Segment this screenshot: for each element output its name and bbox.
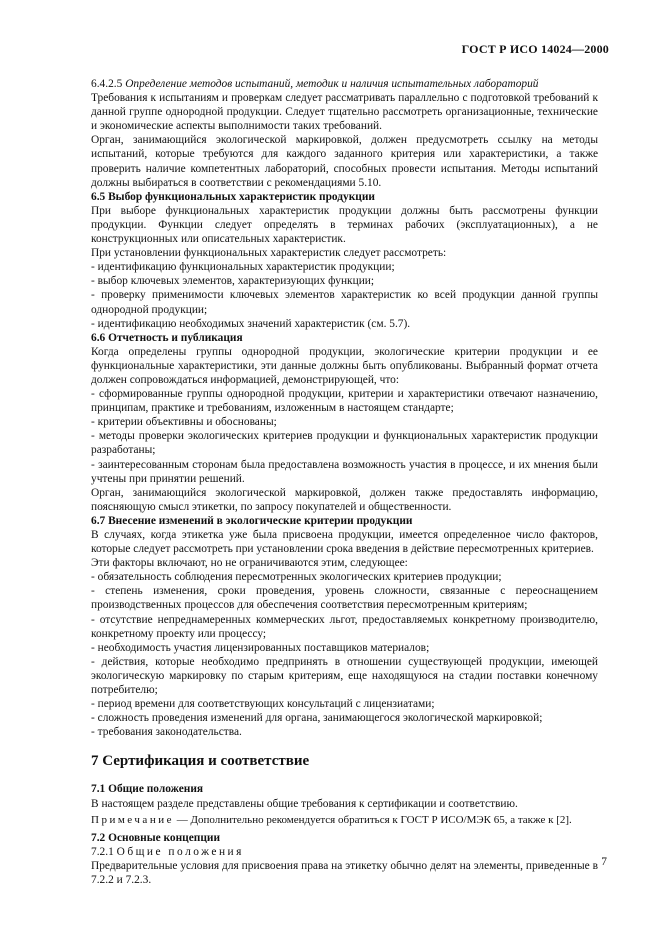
section-66-heading: 6.6 Отчетность и публикация — [91, 331, 243, 344]
section-number: 6.4.2.5 — [91, 78, 123, 90]
list-item: - методы проверки экологических критериев продукции и функциональных характеристик продукции разработаны; — [91, 430, 598, 457]
paragraph: Требования к испытаниям и проверкам следует рассматривать параллельно с подготовкой требований к данной группе однородной продукции. Следует тщательно рассмотреть организационные, технические и экономические аспекты выполнимости таких требований. — [91, 92, 598, 133]
standard-header: ГОСТ Р ИСО 14024—2000 — [461, 42, 609, 56]
list-item: - выбор ключевых элементов, характеризующих функции; — [91, 275, 375, 288]
note-label: Примечание — [91, 813, 174, 826]
list-item: - обязательность соблюдения пересмотренных экологических критериев продукции; — [91, 571, 502, 584]
note — [91, 813, 598, 827]
section-6425-heading — [91, 77, 598, 91]
section-number: 7.2.1 — [91, 845, 114, 858]
paragraph: Орган, занимающийся экологической маркировкой, должен предусмотреть ссылку на методы испытаний, которые требуются для каждого заданного критерия или характеристики, а также проверить наличие компетентных лабораторий, способных провести испытания. Методы испытаний должны выбираться в соответствии с рекомендациями 5.10. — [91, 134, 598, 189]
paragraph: При установлении функциональных характеристик следует рассмотреть: — [91, 247, 447, 260]
section-65-heading: 6.5 Выбор функциональных характеристик продукции — [91, 190, 375, 203]
list-item: - действия, которые необходимо предпринять в отношении существующей продукции, имеющей экологическую маркировку по старым критериям, еще находящуюся на стадии поставки конечному потребителю; — [91, 655, 598, 697]
list-item: - идентификацию функциональных характеристик продукции; — [91, 261, 395, 274]
list-item: - проверку применимости ключевых элементов характеристик ко всей продукции данной группы однородной продукции; — [91, 289, 598, 316]
section-72-heading: 7.2 Основные концепции — [91, 831, 221, 844]
paragraph: В случаях, когда этикетка уже была присвоена продукции, имеется определенное число факторов, которые следует рассмотреть при установлении срока введения в действие пересмотренных критериев. — [91, 529, 598, 556]
page-number: 7 — [601, 856, 607, 868]
list-item: - период времени для соответствующих консультаций с лицензиатами; — [91, 698, 435, 711]
list-item: - необходимость участия лицензированных поставщиков материалов; — [91, 641, 430, 654]
section-67-heading: 6.7 Внесение изменений в экологические критерии продукции — [91, 514, 413, 527]
section-title: Общие положения — [116, 845, 244, 858]
list-item: - степень изменения, сроки проведения, уровень сложности, связанные с переоснащением производственных процессов для обеспечения соответствия пересмотренным критериям; — [91, 585, 598, 612]
paragraph: Орган, занимающийся экологической маркировкой, должен также предоставлять информацию, поясняющую смысл этикетки, по запросу покупателей и общественности. — [91, 486, 598, 513]
section-title: Определение методов испытаний, методик и наличия испытательных лабораторий — [125, 78, 539, 90]
paragraph: Предварительные условия для присвоения права на этикетку обычно делят на элементы, приведенные в 7.2.2 и 7.2.3. — [91, 859, 598, 886]
list-item: - требования законодательства. — [91, 726, 242, 739]
paragraph: Когда определены группы однородной продукции, экологические критерии продукции и ее функциональные характеристики, эти данные должны быть опубликованы. Выбранный формат отчета должен сопровождаться информацией, демонстрирующей, что: — [91, 345, 598, 386]
paragraph: Эти факторы включают, но не ограничиваются этим, следующее: — [91, 557, 408, 570]
list-item: - сложность проведения изменений для органа, занимающегося экологической маркировкой; — [91, 712, 543, 725]
list-item: - критерии объективны и обоснованы; — [91, 416, 277, 429]
note-text: — Дополнительно рекомендуется обратиться к ГОСТ Р ИСО/МЭК 65, а также к [2]. — [173, 813, 572, 826]
section-7-heading: 7 Сертификация и соответствие — [91, 753, 310, 770]
list-item: - идентификацию необходимых значений характеристик (см. 5.7). — [91, 317, 411, 330]
paragraph: При выборе функциональных характеристик продукции должны быть рассмотрены функции продукции. Функции следует определять в терминах рабочих (эксплуатационных), а не конструкционных или описательных характеристик. — [91, 204, 598, 246]
list-item: - отсутствие непреднамеренных коммерческих льгот, предоставляемых конкретному производителю, конкретному проекту или процессу; — [91, 613, 598, 640]
paragraph: В настоящем разделе представлены общие требования к сертификации и соответствию. — [91, 797, 518, 810]
main-content — [91, 77, 598, 887]
list-item: - сформированные группы однородной продукции, критерии и характеристики отвечают назначению, принципам, практике и требованиям, изложенным в настоящем стандарте; — [91, 388, 598, 415]
list-item: - заинтересованным сторонам была предоставлена возможность участия в процессе, и их мнения были учтены при принятии решений. — [91, 458, 598, 485]
section-71-heading: 7.1 Общие положения — [91, 783, 204, 796]
section-721-heading — [91, 845, 598, 859]
